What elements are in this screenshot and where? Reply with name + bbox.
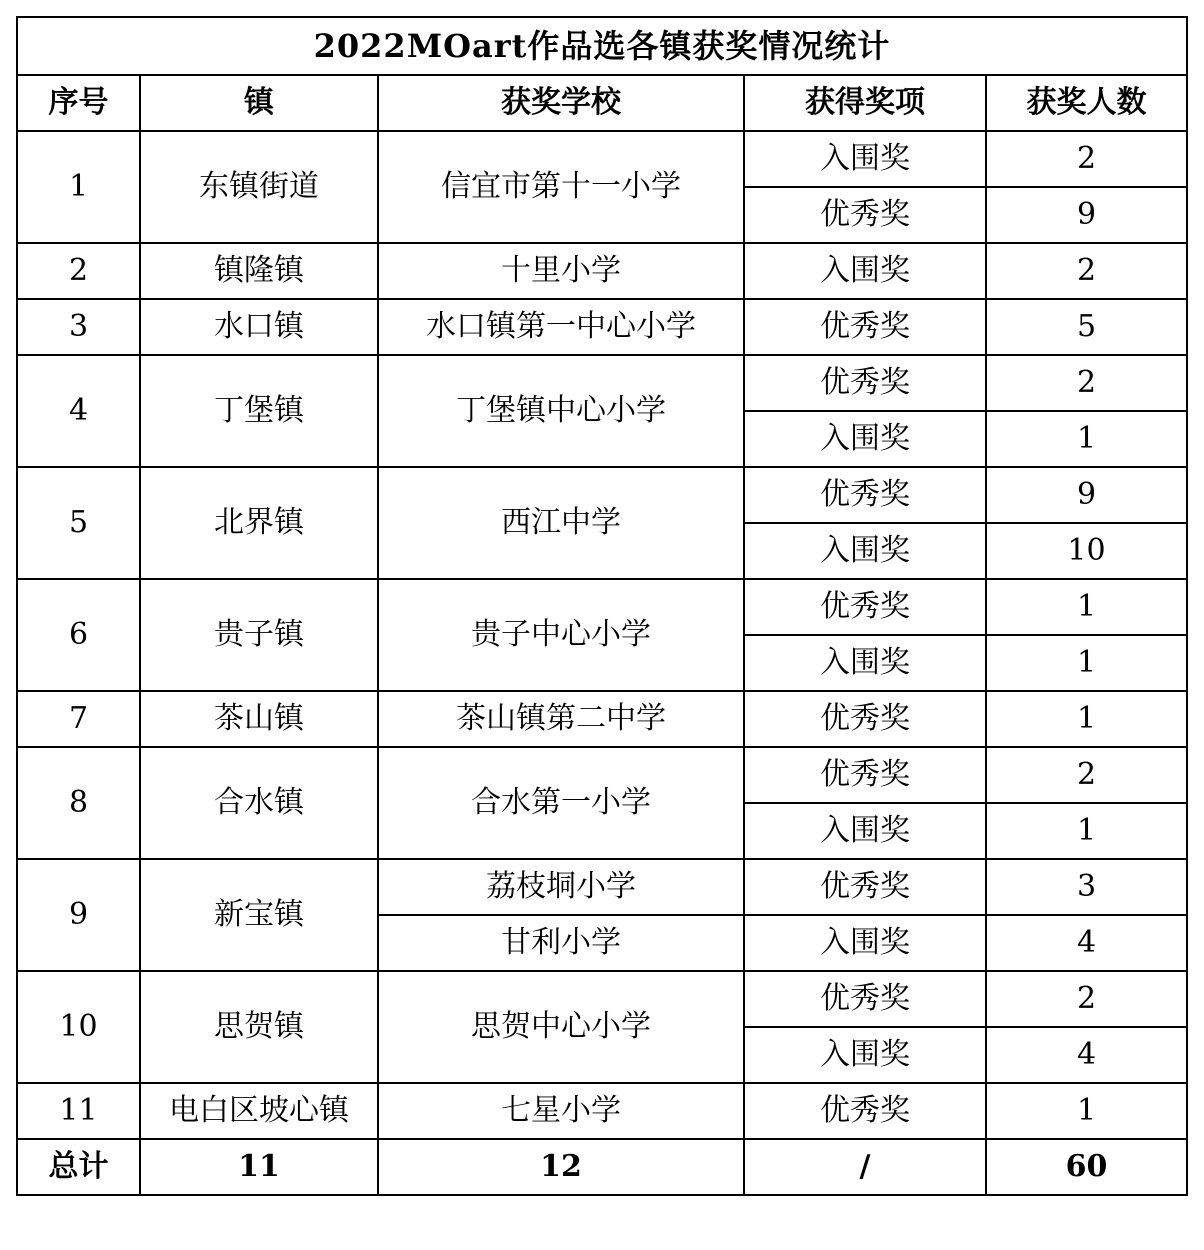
cell-town: 水口镇 — [140, 299, 378, 355]
cell-school: 贵子中心小学 — [378, 579, 744, 691]
cell-school: 七星小学 — [378, 1083, 744, 1139]
cell-school: 丁堡镇中心小学 — [378, 355, 744, 467]
cell-count: 2 — [986, 747, 1187, 803]
cell-seq: 6 — [17, 579, 140, 691]
table-row — [17, 859, 1187, 915]
cell-school: 荔枝垌小学 — [378, 859, 744, 915]
cell-count: 4 — [986, 1027, 1187, 1083]
header-count: 获奖人数 — [986, 75, 1187, 131]
cell-award: 入围奖 — [744, 803, 986, 859]
cell-award: 入围奖 — [744, 243, 986, 299]
cell-count: 1 — [986, 579, 1187, 635]
cell-award: 优秀奖 — [744, 299, 986, 355]
cell-school: 思贺中心小学 — [378, 971, 744, 1083]
cell-seq: 5 — [17, 467, 140, 579]
table-row — [17, 355, 1187, 411]
header-school: 获奖学校 — [378, 75, 744, 131]
header-seq: 序号 — [17, 75, 140, 131]
table-row — [17, 243, 1187, 299]
cell-school: 合水第一小学 — [378, 747, 744, 859]
total-awards: / — [744, 1139, 986, 1195]
cell-award: 入围奖 — [744, 915, 986, 971]
cell-town: 思贺镇 — [140, 971, 378, 1083]
cell-town: 北界镇 — [140, 467, 378, 579]
total-row — [17, 1139, 1187, 1195]
title-row — [17, 17, 1187, 75]
cell-town: 东镇街道 — [140, 131, 378, 243]
cell-count: 9 — [986, 187, 1187, 243]
cell-seq: 7 — [17, 691, 140, 747]
cell-count: 9 — [986, 467, 1187, 523]
table-row — [17, 691, 1187, 747]
cell-town: 贵子镇 — [140, 579, 378, 691]
cell-town: 丁堡镇 — [140, 355, 378, 467]
cell-award: 优秀奖 — [744, 579, 986, 635]
cell-count: 3 — [986, 859, 1187, 915]
cell-award: 入围奖 — [744, 411, 986, 467]
table-row — [17, 467, 1187, 523]
cell-seq: 9 — [17, 859, 140, 971]
cell-seq: 10 — [17, 971, 140, 1083]
cell-count: 2 — [986, 355, 1187, 411]
total-schools: 12 — [378, 1139, 744, 1195]
table-row — [17, 579, 1187, 635]
cell-seq: 11 — [17, 1083, 140, 1139]
cell-count: 5 — [986, 299, 1187, 355]
cell-count: 4 — [986, 915, 1187, 971]
table-row — [17, 131, 1187, 187]
total-label: 总计 — [17, 1139, 140, 1195]
cell-count: 10 — [986, 523, 1187, 579]
cell-award: 入围奖 — [744, 635, 986, 691]
cell-award: 入围奖 — [744, 131, 986, 187]
cell-award: 优秀奖 — [744, 971, 986, 1027]
cell-award: 优秀奖 — [744, 691, 986, 747]
table-row — [17, 1083, 1187, 1139]
table-row — [17, 747, 1187, 803]
cell-award: 优秀奖 — [744, 859, 986, 915]
table-title: 2022MOart作品选各镇获奖情况统计 — [17, 17, 1187, 75]
cell-count: 2 — [986, 131, 1187, 187]
cell-seq: 4 — [17, 355, 140, 467]
cell-count: 1 — [986, 691, 1187, 747]
cell-award: 优秀奖 — [744, 355, 986, 411]
cell-award: 入围奖 — [744, 1027, 986, 1083]
cell-seq: 8 — [17, 747, 140, 859]
cell-award: 优秀奖 — [744, 747, 986, 803]
header-town: 镇 — [140, 75, 378, 131]
cell-count: 1 — [986, 1083, 1187, 1139]
cell-award: 优秀奖 — [744, 467, 986, 523]
cell-school: 十里小学 — [378, 243, 744, 299]
header-row — [17, 75, 1187, 131]
cell-award: 优秀奖 — [744, 187, 986, 243]
cell-count: 1 — [986, 411, 1187, 467]
cell-seq: 3 — [17, 299, 140, 355]
cell-school: 信宜市第十一小学 — [378, 131, 744, 243]
cell-town: 新宝镇 — [140, 859, 378, 971]
cell-school: 甘利小学 — [378, 915, 744, 971]
table-row — [17, 971, 1187, 1027]
cell-town: 电白区坡心镇 — [140, 1083, 378, 1139]
header-award: 获得奖项 — [744, 75, 986, 131]
cell-town: 镇隆镇 — [140, 243, 378, 299]
cell-count: 2 — [986, 971, 1187, 1027]
awards-table — [16, 16, 1188, 1196]
cell-award: 优秀奖 — [744, 1083, 986, 1139]
cell-town: 茶山镇 — [140, 691, 378, 747]
total-count: 60 — [986, 1139, 1187, 1195]
cell-award: 入围奖 — [744, 523, 986, 579]
total-towns: 11 — [140, 1139, 378, 1195]
cell-count: 2 — [986, 243, 1187, 299]
cell-school: 西江中学 — [378, 467, 744, 579]
cell-town: 合水镇 — [140, 747, 378, 859]
cell-count: 1 — [986, 803, 1187, 859]
cell-school: 茶山镇第二中学 — [378, 691, 744, 747]
cell-count: 1 — [986, 635, 1187, 691]
cell-school: 水口镇第一中心小学 — [378, 299, 744, 355]
cell-seq: 2 — [17, 243, 140, 299]
table-row — [17, 299, 1187, 355]
cell-seq: 1 — [17, 131, 140, 243]
